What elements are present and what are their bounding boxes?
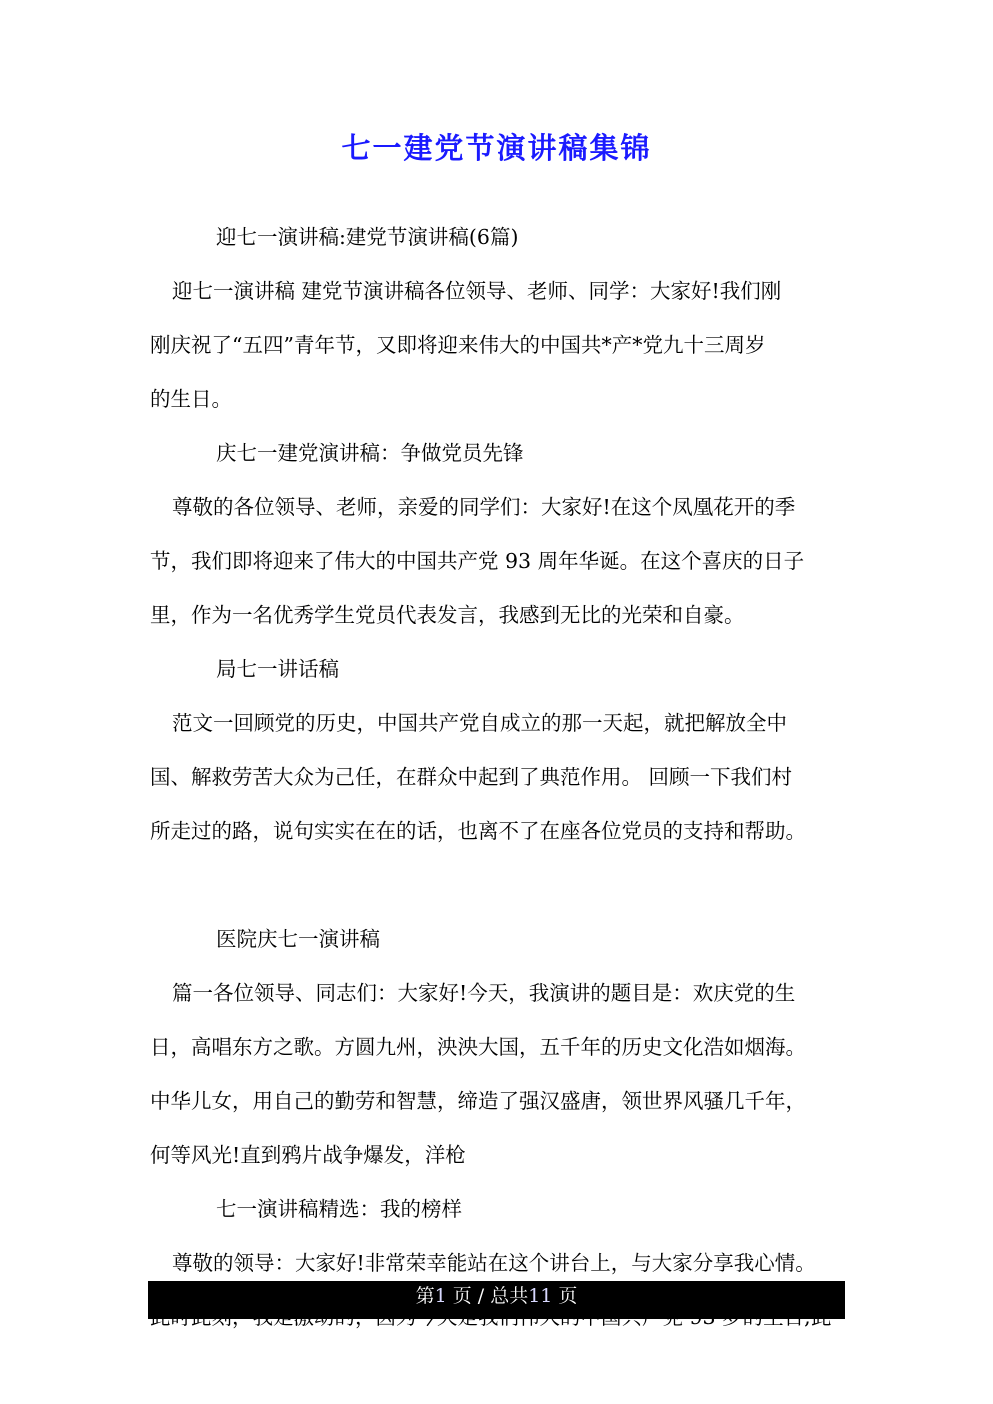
section-heading: 医院庆七一演讲稿 xyxy=(216,927,380,951)
paragraph-line: 中华儿女，用自己的勤劳和智慧，缔造了强汉盛唐，领世界风骚几千年， xyxy=(150,1089,806,1113)
paragraph-line: 日，高唱东方之歌。方圆九州，泱泱大国，五千年的历史文化浩如烟海。 xyxy=(150,1035,806,1059)
paragraph-line: 尊敬的领导：大家好!非常荣幸能站在这个讲台上，与大家分享我心情。 xyxy=(172,1251,816,1275)
page-indicator-suffix: 页 xyxy=(552,1285,578,1307)
blank-line xyxy=(150,866,870,920)
page-indicator-mid: 页 / 总共 xyxy=(446,1285,529,1307)
paragraph-line: 里，作为一名优秀学生党员代表发言，我感到无比的光荣和自豪。 xyxy=(150,603,745,627)
page-indicator-bar xyxy=(148,1281,845,1319)
section-heading: 迎七一演讲稿:建党节演讲稿(6篇) xyxy=(216,225,519,249)
paragraph-line: 国、解救劳苦大众为己任，在群众中起到了典范作用。 回顾一下我们村 xyxy=(150,765,793,789)
document-title: 七一建党节演讲稿集锦 xyxy=(341,131,652,165)
paragraph-line: 迎七一演讲稿 建党节演讲稿各位领导、老师、同学：大家好!我们刚 xyxy=(172,279,782,303)
paragraph-line: 刚庆祝了“五四”青年节，又即将迎来伟大的中国共*产*党九十三周岁 xyxy=(150,333,766,357)
paragraph-line: 节，我们即将迎来了伟大的中国共产党 93 周年华诞。在这个喜庆的日子 xyxy=(150,549,805,573)
paragraph-line: 尊敬的各位领导、老师，亲爱的同学们：大家好!在这个凤凰花开的季 xyxy=(172,495,796,519)
paragraph-line: 篇一各位领导、同志们：大家好!今天，我演讲的题目是：欢庆党的生 xyxy=(172,981,796,1005)
paragraph-line: 范文一回顾党的历史，中国共产党自成立的那一天起，就把解放全中 xyxy=(172,711,787,735)
page-indicator-prefix: 第 xyxy=(415,1285,435,1307)
paragraph-line: 的生日。 xyxy=(150,387,232,411)
section-heading: 庆七一建党演讲稿：争做党员先锋 xyxy=(216,441,524,465)
section-heading: 七一演讲稿精选：我的榜样 xyxy=(216,1197,462,1221)
document-body xyxy=(150,218,870,1352)
paragraph-line: 何等风光!直到鸦片战争爆发，洋枪 xyxy=(150,1143,466,1167)
current-page-number: 1 xyxy=(434,1285,447,1307)
section-heading: 局七一讲话稿 xyxy=(216,657,339,681)
total-pages-number: 11 xyxy=(528,1285,553,1307)
paragraph-line: 所走过的路，说句实实在在的话，也离不了在座各位党员的支持和帮助。 xyxy=(150,819,806,843)
